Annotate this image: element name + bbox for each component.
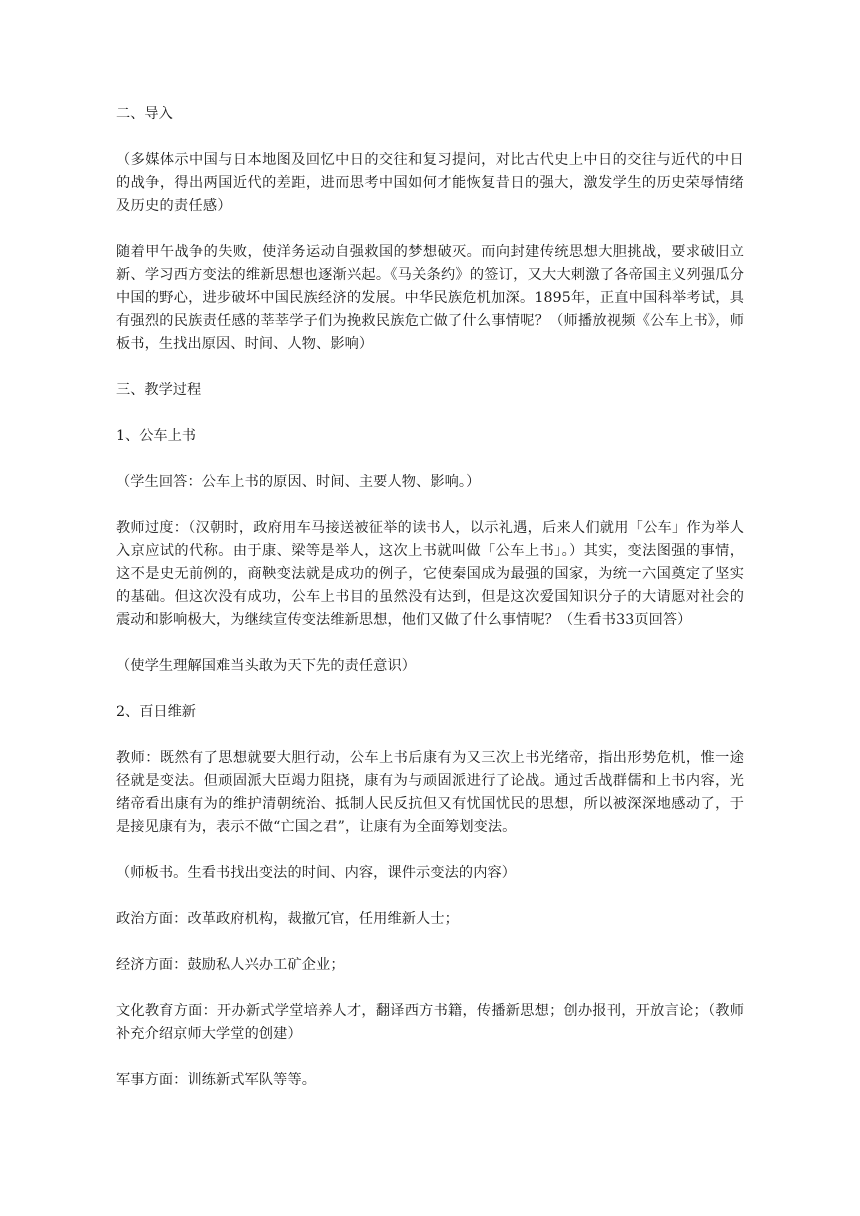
teacher-reform-paragraph: 教师：既然有了思想就要大胆行动，公车上书后康有为又三次上书光绪帝，指出形势危机，惟一途径就是变法。但顽固派大臣竭力阻挠，康有为与顽固派进行了论战。通过舌战群儒和上书内容，光绪帝看出康有为的维护清朝统治、抵制人民反抗但又有忧国忧民的思想，所以被深深地感动了，于是接见康有为，表示不做“亡国之君”，让康有为全面筹划变法。 — [116, 750, 744, 835]
sub2-heading: 2、百日维新 — [116, 704, 196, 720]
document-page — [116, 103, 744, 1092]
board-note-paragraph: （师板书。生看书找出变法的时间、内容，课件示变法的内容） — [116, 865, 517, 881]
military-paragraph: 军事方面：训练新式军队等等。 — [116, 1072, 317, 1088]
responsibility-paragraph: （使学生理解国难当头敢为天下先的责任意识） — [116, 658, 417, 674]
section3-heading: 三、教学过程 — [116, 382, 202, 398]
student-answer-paragraph: （学生回答：公车上书的原因、时间、主要人物、影响。） — [116, 474, 481, 490]
intro-main-paragraph: 随着甲午战争的失败，使洋务运动自强救国的梦想破灭。而向封建传统思想大胆挑战，要求破旧立新、学习西方变法的维新思想也逐渐兴起。《马关条约》的签订，又大大刺激了各帝国主义列强瓜分中国的野心，进步破坏中国民族经济的发展。中华民族危机加深。1895年，正直中国科举考试，具有强烈的民族责任感的莘莘学子们为挽救民族危亡做了什么事情呢？（师播放视频《公车上书》，师板书，生找出原因、时间、人物、影响） — [116, 244, 744, 352]
culture-paragraph: 文化教育方面：开办新式学堂培养人才，翻译西方书籍，传播新思想；创办报刊，开放言论；（教师补充介绍京师大学堂的创建） — [116, 1003, 744, 1042]
sub1-heading: 1、公车上书 — [116, 428, 196, 444]
economy-paragraph: 经济方面：鼓励私人兴办工矿企业； — [116, 957, 345, 973]
politics-paragraph: 政治方面：改革政府机构，裁撤冗官，任用维新人士； — [116, 911, 459, 927]
intro-note-paragraph: （多媒体示中国与日本地图及回忆中日的交往和复习提问，对比古代史上中日的交往与近代的中日的战争，得出两国近代的差距，进而思考中国如何才能恢复昔日的强大，激发学生的历史荣辱情绪及历史的责任感） — [116, 152, 744, 214]
teacher-transition-paragraph: 教师过度：（汉朝时，政府用车马接送被征举的读书人，以示礼遇，后来人们就用「公车」作为举人入京应试的代称。由于康、梁等是举人，这次上书就叫做「公车上书」。）其实，变法图强的事情，这不是史无前例的，商鞅变法就是成功的例子，它使秦国成为最强的国家，为统一六国奠定了坚实的基础。但这次没有成功，公车上书目的虽然没有达到，但是这次爱国知识分子的大请愿对社会的震动和影响极大，为继续宣传变法维新思想，他们又做了什么事情呢？（生看书33页回答） — [116, 520, 744, 628]
section2-heading: 二、导入 — [116, 106, 173, 122]
